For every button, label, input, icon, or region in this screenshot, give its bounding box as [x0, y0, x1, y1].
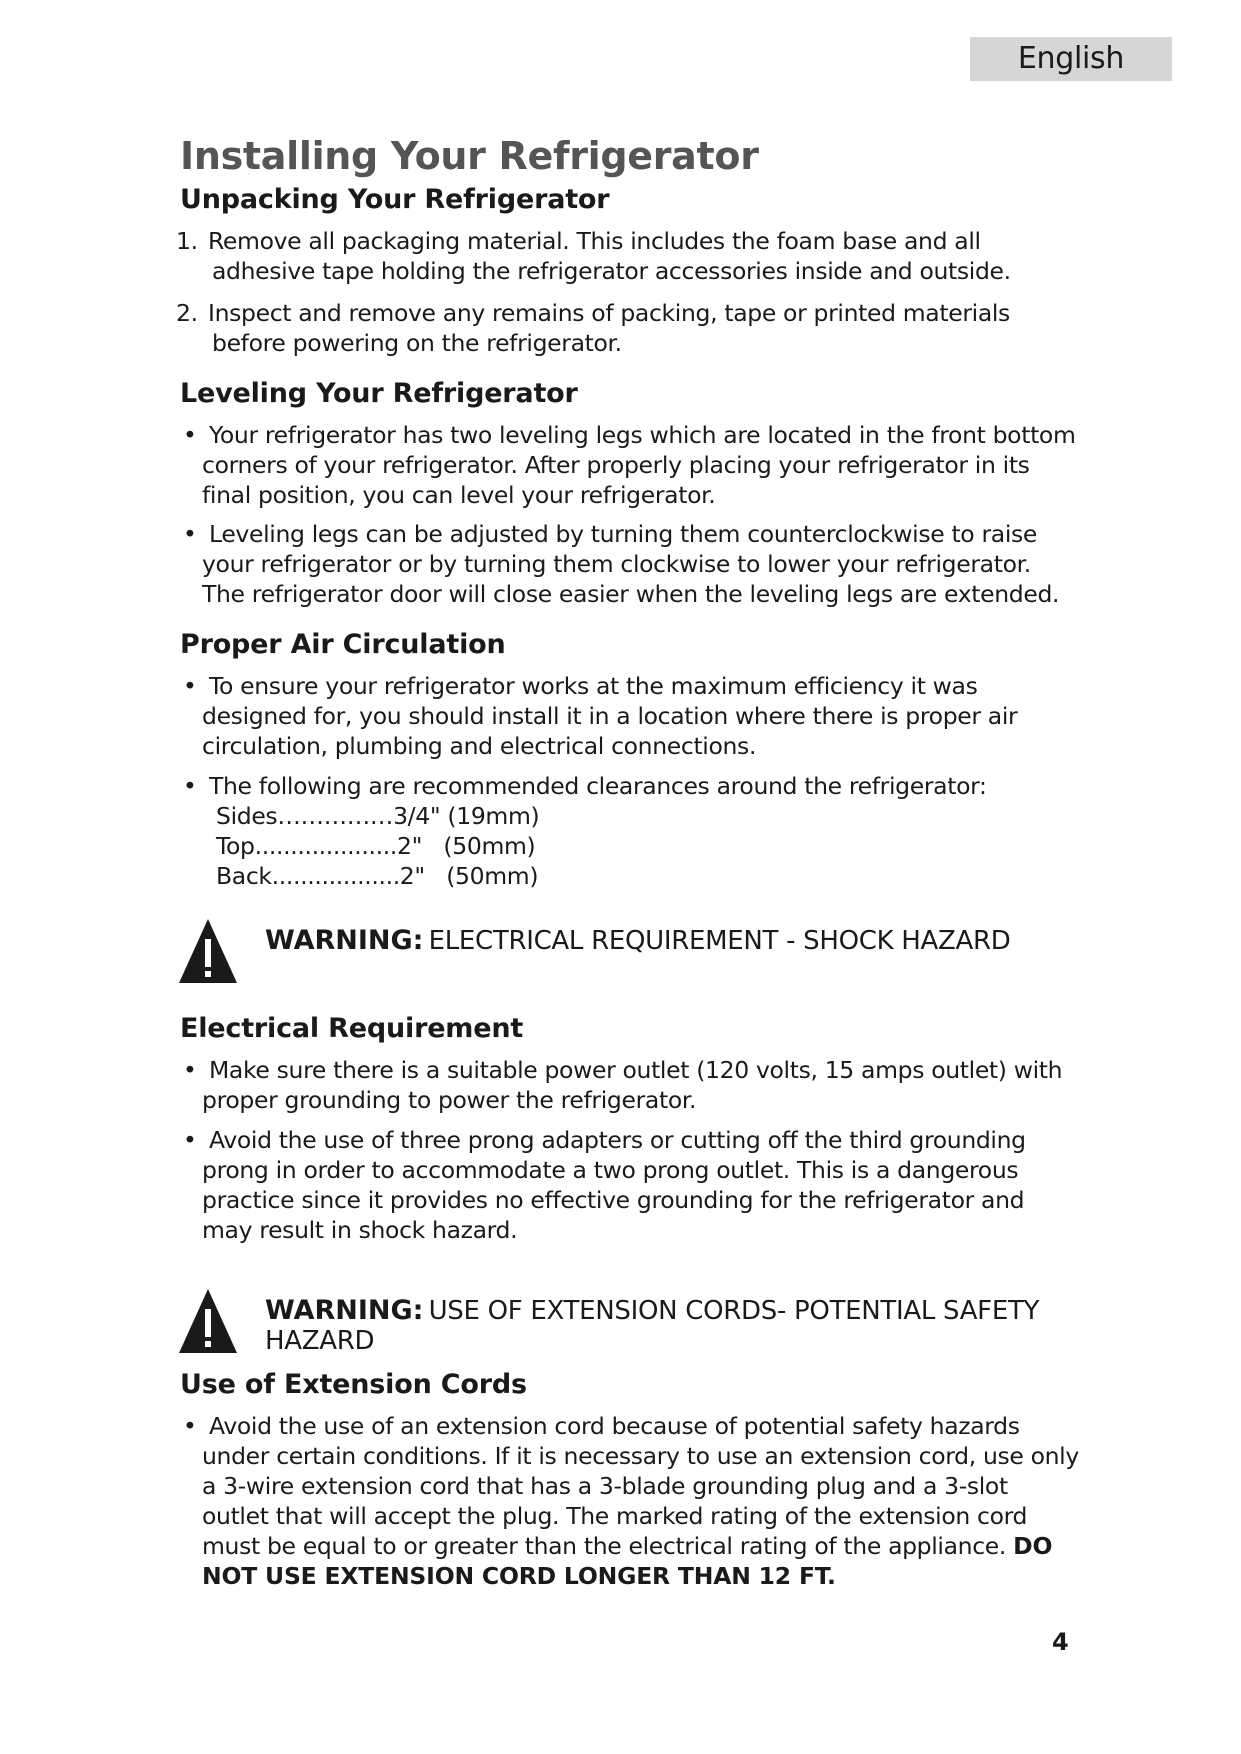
air-circulation-heading: Proper Air Circulation [180, 629, 506, 660]
electrical-heading: Electrical Requirement [180, 1013, 524, 1044]
clearance-row [180, 861, 1080, 891]
bullet-icon: • [183, 1126, 197, 1154]
list-item-text: Leveling legs can be adjusted by turning them counterclockwise to raise your refrigerator or by turning them clockwise to lower your refrigerator. The refrigerator door will close easier when the leveling legs are extended. [202, 520, 1060, 608]
list-item [180, 671, 1080, 761]
warning-text: USE OF EXTENSION CORDS- POTENTIAL SAFETY HAZARD [265, 1296, 1040, 1356]
page-title: Installing Your Refrigerator [180, 134, 759, 178]
bullet-icon: • [183, 772, 197, 800]
warning-extension-cords [180, 1295, 1080, 1365]
list-number: 1. [176, 227, 198, 255]
warning-label: WARNING: [265, 1295, 424, 1326]
bullet-icon: • [183, 1056, 197, 1084]
clearance-top: Top....................2" (50mm) [216, 832, 536, 860]
list-item-text: Remove all packaging material. This includes the foam base and all adhesive tape holding the refrigerator accessories inside and outside. [208, 227, 1011, 285]
bullet-icon: • [183, 1412, 197, 1440]
extension-cords-heading: Use of Extension Cords [180, 1369, 527, 1400]
warning-text: ELECTRICAL REQUIREMENT - SHOCK HAZARD [428, 926, 1011, 956]
warning-label: WARNING: [265, 925, 424, 956]
extension-bold-warning: DO NOT USE EXTENSION CORD LONGER THAN 12 FT. [202, 1532, 1053, 1590]
list-item [180, 1411, 1080, 1591]
list-item-text: The following are recommended clearances around the refrigerator: [209, 772, 987, 800]
bullet-icon: • [183, 672, 197, 700]
warning-triangle-icon [177, 917, 239, 985]
clearance-sides: Sides……………3/4" (19mm) [216, 802, 540, 830]
leveling-heading: Leveling Your Refrigerator [180, 378, 578, 409]
clearance-back: Back..................2" (50mm) [216, 862, 539, 890]
warning-triangle-icon [177, 1287, 239, 1355]
list-item [180, 420, 1080, 510]
list-number: 2. [176, 299, 198, 327]
list-item-text: Your refrigerator has two leveling legs which are located in the front bottom corners of your refrigerator. After properly placing your refrigerator in its final position, you can level your refrigerator. [202, 421, 1076, 509]
list-item-text: Make sure there is a suitable power outlet (120 volts, 15 amps outlet) with proper grounding to power the refrigerator. [202, 1056, 1063, 1114]
bullet-icon: • [183, 520, 197, 548]
list-item-text: Inspect and remove any remains of packing, tape or printed materials before powering on the refrigerator. [208, 299, 1010, 357]
bullet-icon: • [183, 421, 197, 449]
list-item [176, 298, 1080, 358]
page-number: 4 [1052, 1628, 1069, 1656]
list-item [180, 1055, 1080, 1115]
extension-text: Avoid the use of an extension cord because of potential safety hazards under certain conditions. If it is necessary to use an extension cord, use only a 3-wire extension cord that has a 3-blade grounding plug and a 3-slot outlet that will accept the plug. The marked rating of the extension cord must be equal to or greater than the electrical rating of the appliance. [202, 1412, 1079, 1560]
list-item [180, 1125, 1080, 1245]
clearance-row [180, 801, 1080, 831]
list-item [180, 519, 1080, 609]
list-item [180, 771, 1080, 801]
page-content [176, 132, 1080, 1591]
list-item [176, 226, 1080, 286]
language-tab: English [970, 37, 1172, 81]
list-item-text [202, 1411, 1080, 1591]
list-item-text: To ensure your refrigerator works at the maximum efficiency it was designed for, you should install it in a location where there is proper air circulation, plumbing and electrical connections. [202, 672, 1018, 760]
unpacking-heading: Unpacking Your Refrigerator [180, 184, 610, 215]
clearance-row [180, 831, 1080, 861]
list-item-text: Avoid the use of three prong adapters or cutting off the third grounding prong in order to accommodate a two prong outlet. This is a dangerous practice since it provides no effective grounding for the refrigerator and may result in shock hazard. [202, 1126, 1026, 1244]
warning-electrical [180, 925, 1080, 995]
